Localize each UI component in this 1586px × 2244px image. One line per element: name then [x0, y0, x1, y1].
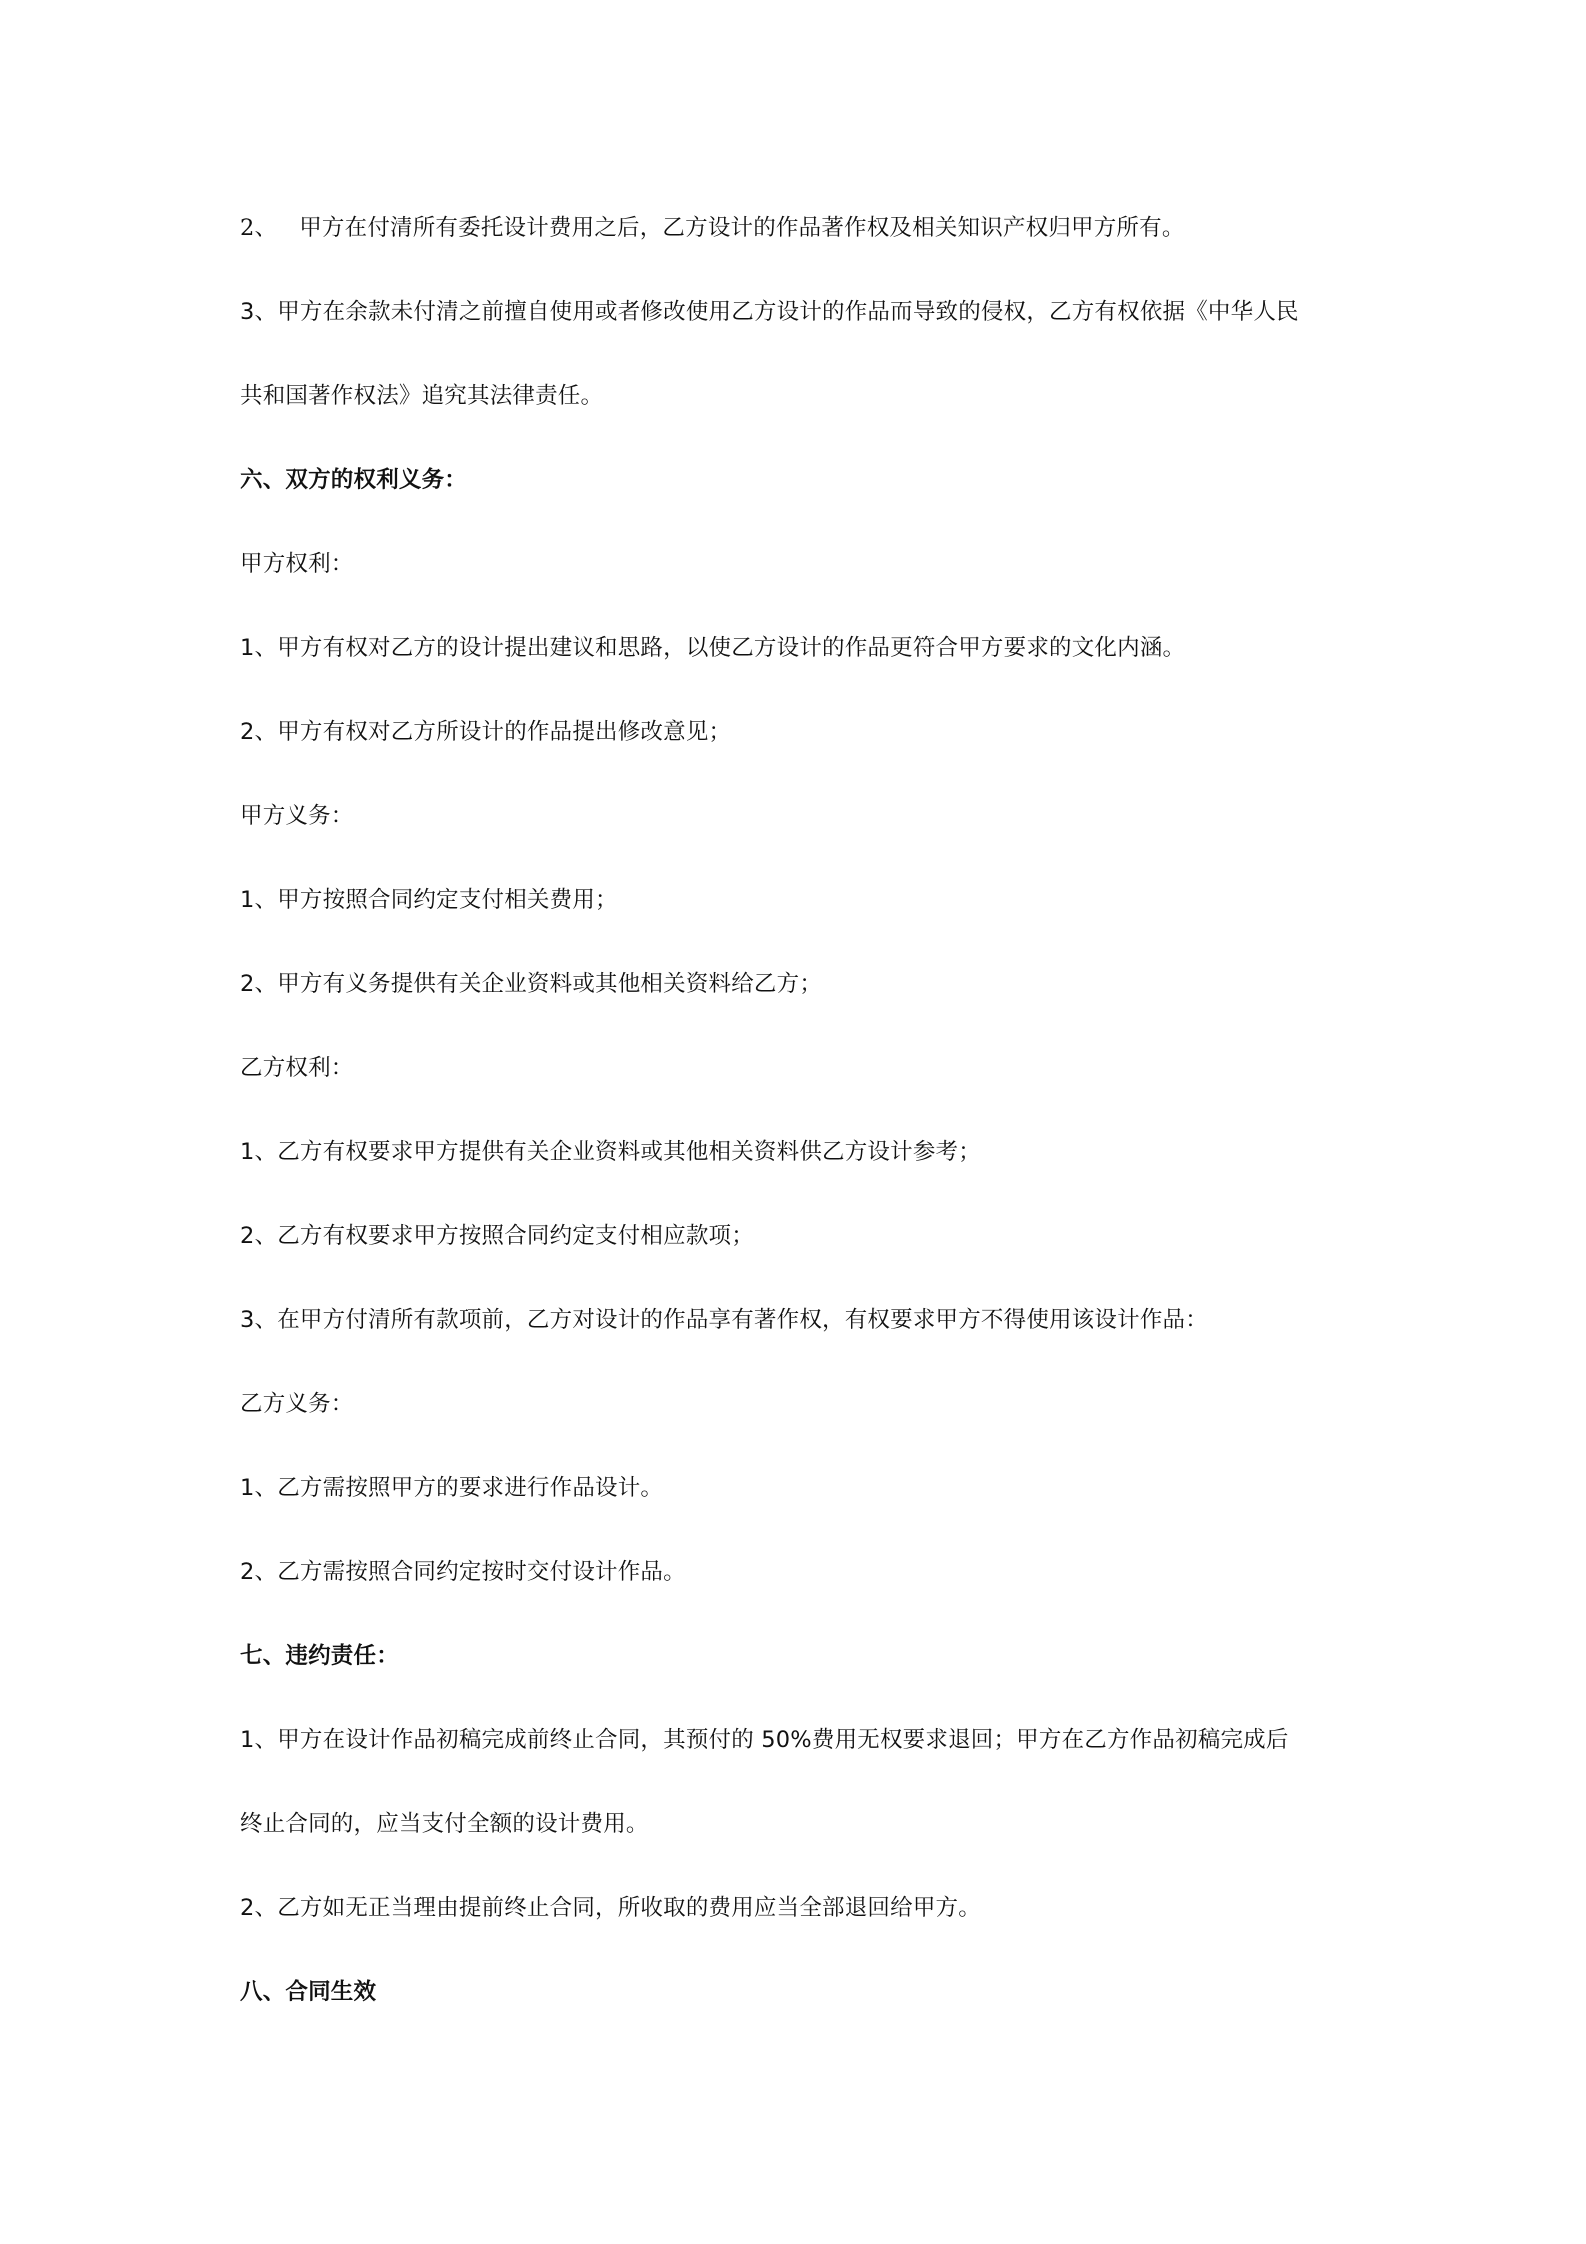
party-b-duties-item-2: 2、乙方需按照合同约定按时交付设计作品。	[240, 1559, 686, 1585]
party-b-rights-item-3: 3、在甲方付清所有款项前，乙方对设计的作品享有著作权，有权要求甲方不得使用该设计作品：	[240, 1307, 1208, 1333]
party-b-rights-item-1: 1、乙方有权要求甲方提供有关企业资料或其他相关资料供乙方设计参考；	[240, 1139, 981, 1165]
clause-5-item-2-text: 甲方在付清所有委托设计费用之后，乙方设计的作品著作权及相关知识产权归甲方所有。	[299, 215, 1185, 241]
party-b-duties-item-1: 1、乙方需按照甲方的要求进行作品设计。	[240, 1475, 664, 1501]
clause-5-item-2-number: 2、	[240, 215, 278, 241]
section-7-heading: 七、违约责任：	[240, 1643, 399, 1669]
party-a-rights-label: 甲方权利：	[240, 551, 354, 577]
party-a-duties-item-1: 1、甲方按照合同约定支付相关费用；	[240, 887, 618, 913]
party-b-duties-label: 乙方义务：	[240, 1391, 354, 1417]
party-a-duties-item-2: 2、甲方有义务提供有关企业资料或其他相关资料给乙方；	[240, 971, 823, 997]
clause-5-item-3-line-2: 共和国著作权法》追究其法律责任。	[240, 383, 604, 409]
party-b-rights-label: 乙方权利：	[240, 1055, 354, 1081]
clause-5-item-3-line-1: 3、甲方在余款未付清之前擅自使用或者修改使用乙方设计的作品而导致的侵权，乙方有权依据《中华人民	[240, 299, 1299, 325]
party-b-rights-item-2: 2、乙方有权要求甲方按照合同约定支付相应款项；	[240, 1223, 754, 1249]
section-6-heading: 六、双方的权利义务：	[240, 467, 468, 493]
party-a-duties-label: 甲方义务：	[240, 803, 354, 829]
breach-item-1-line-1: 1、甲方在设计作品初稿完成前终止合同，其预付的 50%费用无权要求退回；甲方在乙方作品初稿完成后	[240, 1727, 1289, 1753]
section-8-heading: 八、合同生效	[240, 1979, 377, 2005]
clause-5-item-2	[240, 212, 1185, 244]
breach-item-1-line-2: 终止合同的，应当支付全额的设计费用。	[240, 1811, 649, 1837]
breach-item-2: 2、乙方如无正当理由提前终止合同，所收取的费用应当全部退回给甲方。	[240, 1895, 981, 1921]
party-a-rights-item-1: 1、甲方有权对乙方的设计提出建议和思路，以使乙方设计的作品更符合甲方要求的文化内涵。	[240, 635, 1186, 661]
party-a-rights-item-2: 2、甲方有权对乙方所设计的作品提出修改意见；	[240, 719, 732, 745]
